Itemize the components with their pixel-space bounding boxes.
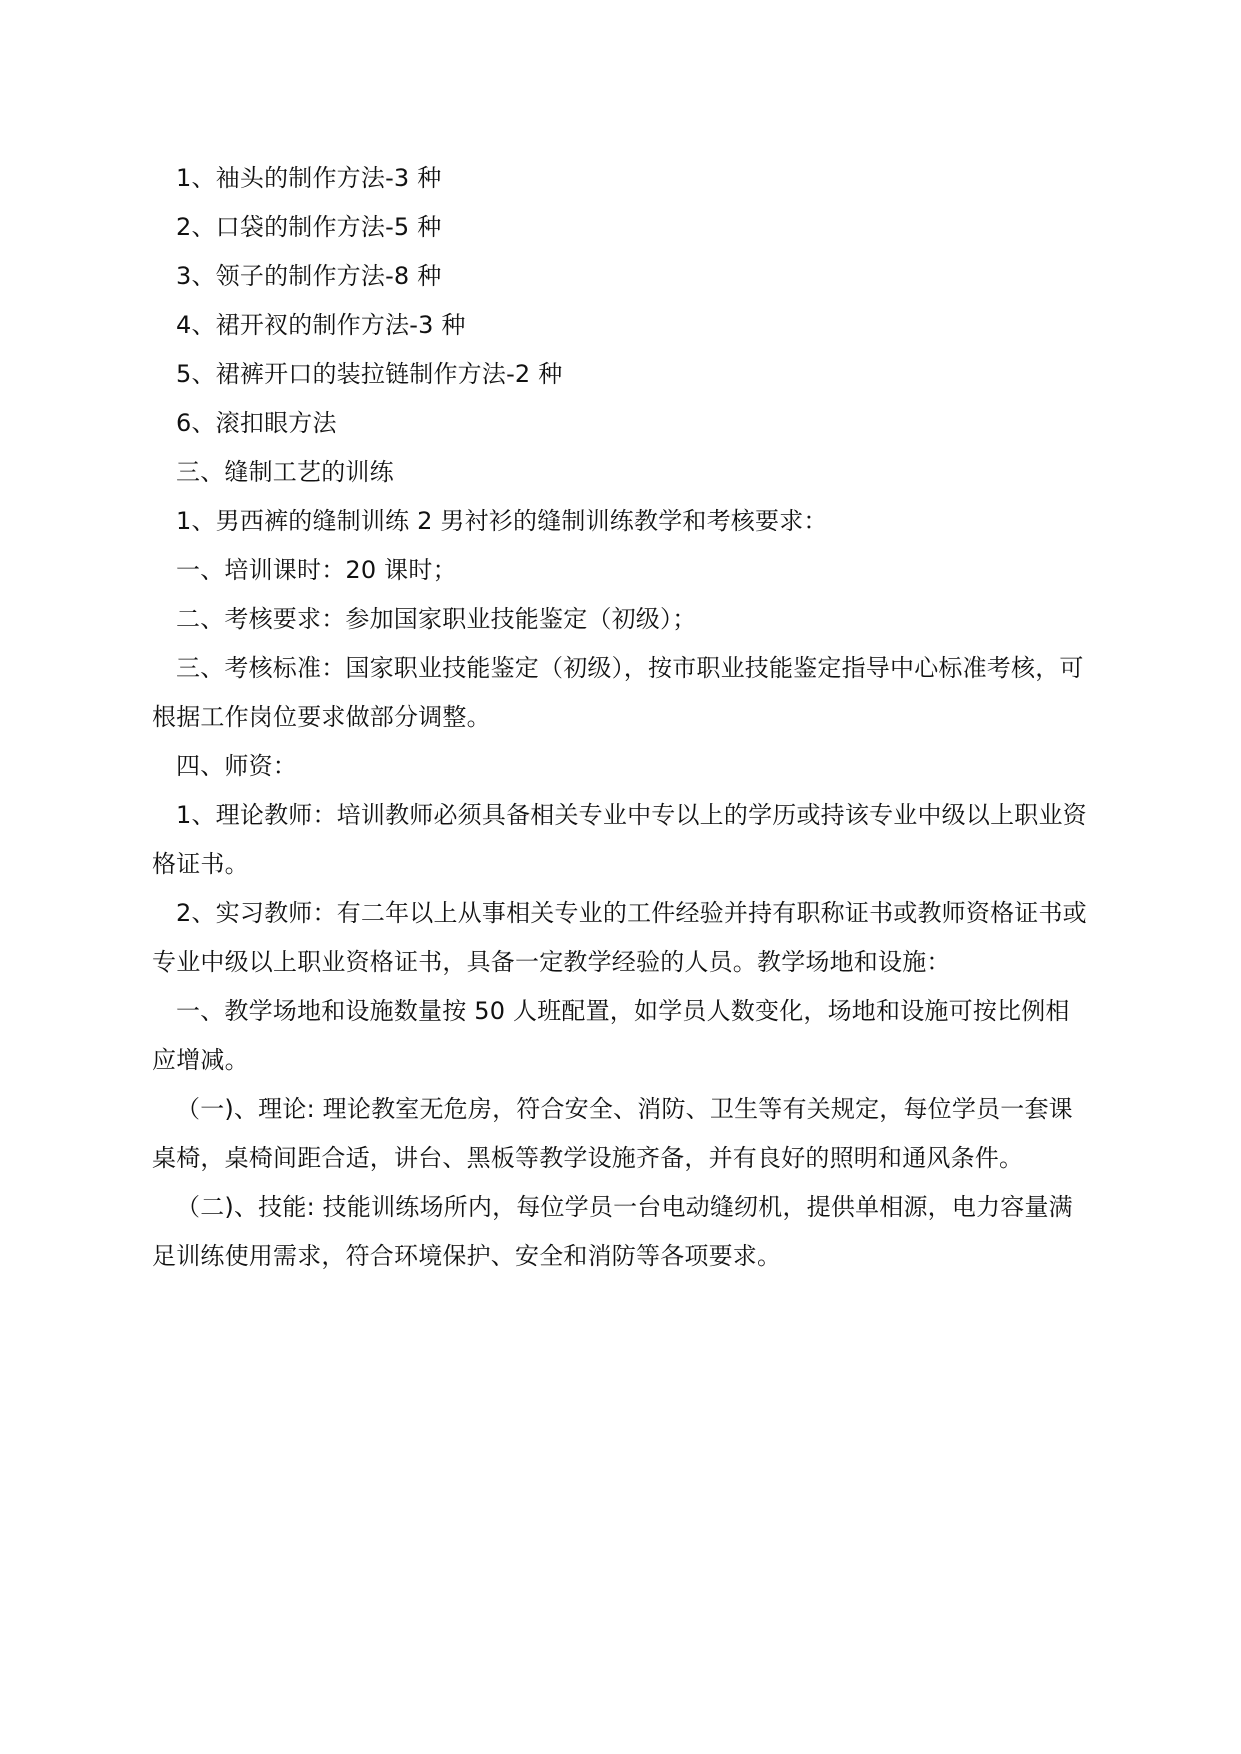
paragraph-cuff-methods: 1、袖头的制作方法-3 种 [176,164,442,192]
paragraph-practice-teachers: 2、实习教师：有二年以上从事相关专业的工件经验并持有职称证书或教师资格证书或专业中级以上职业资格证书，具备一定教学经验的人员。教学场地和设施： [152,899,1087,976]
section-heading-teachers: 四、师资： [176,752,297,780]
paragraph-assessment-standards: 三、考核标准：国家职业技能鉴定（初级），按市职业技能鉴定指导中心标准考核，可根据工作岗位要求做部分调整。 [152,654,1084,731]
paragraph-training-hours: 一、培训课时：20 课时； [176,556,457,584]
paragraph-skirt-slit-methods: 4、裙开衩的制作方法-3 种 [176,311,466,339]
section-heading-sewing-training: 三、缝制工艺的训练 [176,458,394,486]
paragraph-trousers-shirt-training: 1、男西裤的缝制训练 2 男衬衫的缝制训练教学和考核要求： [176,507,828,535]
paragraph-facilities-quantity: 一、教学场地和设施数量按 50 人班配置，如学员人数变化，场地和设施可按比例相应增减。 [152,997,1070,1074]
paragraph-collar-methods: 3、领子的制作方法-8 种 [176,262,442,290]
document-body [152,154,1092,1281]
paragraph-pocket-methods: 2、口袋的制作方法-5 种 [176,213,442,241]
paragraph-theory-classroom: （一)、理论: 理论教室无危房，符合安全、消防、卫生等有关规定，每位学员一套课桌椅，桌椅间距合适，讲台、黑板等教学设施齐备，并有良好的照明和通风条件。 [152,1095,1073,1172]
paragraph-zipper-methods: 5、裙裤开口的装拉链制作方法-2 种 [176,360,563,388]
paragraph-skills-training-site: （二)、技能: 技能训练场所内，每位学员一台电动缝纫机，提供单相源，电力容量满足训练使用需求，符合环境保护、安全和消防等各项要求。 [152,1193,1073,1270]
paragraph-theory-teachers: 1、理论教师：培训教师必须具备相关专业中专以上的学历或持该专业中级以上职业资格证书。 [152,801,1087,878]
paragraph-assessment-requirements: 二、考核要求：参加国家职业技能鉴定（初级）； [176,605,697,633]
paragraph-buttonhole-method: 6、滚扣眼方法 [176,409,337,437]
